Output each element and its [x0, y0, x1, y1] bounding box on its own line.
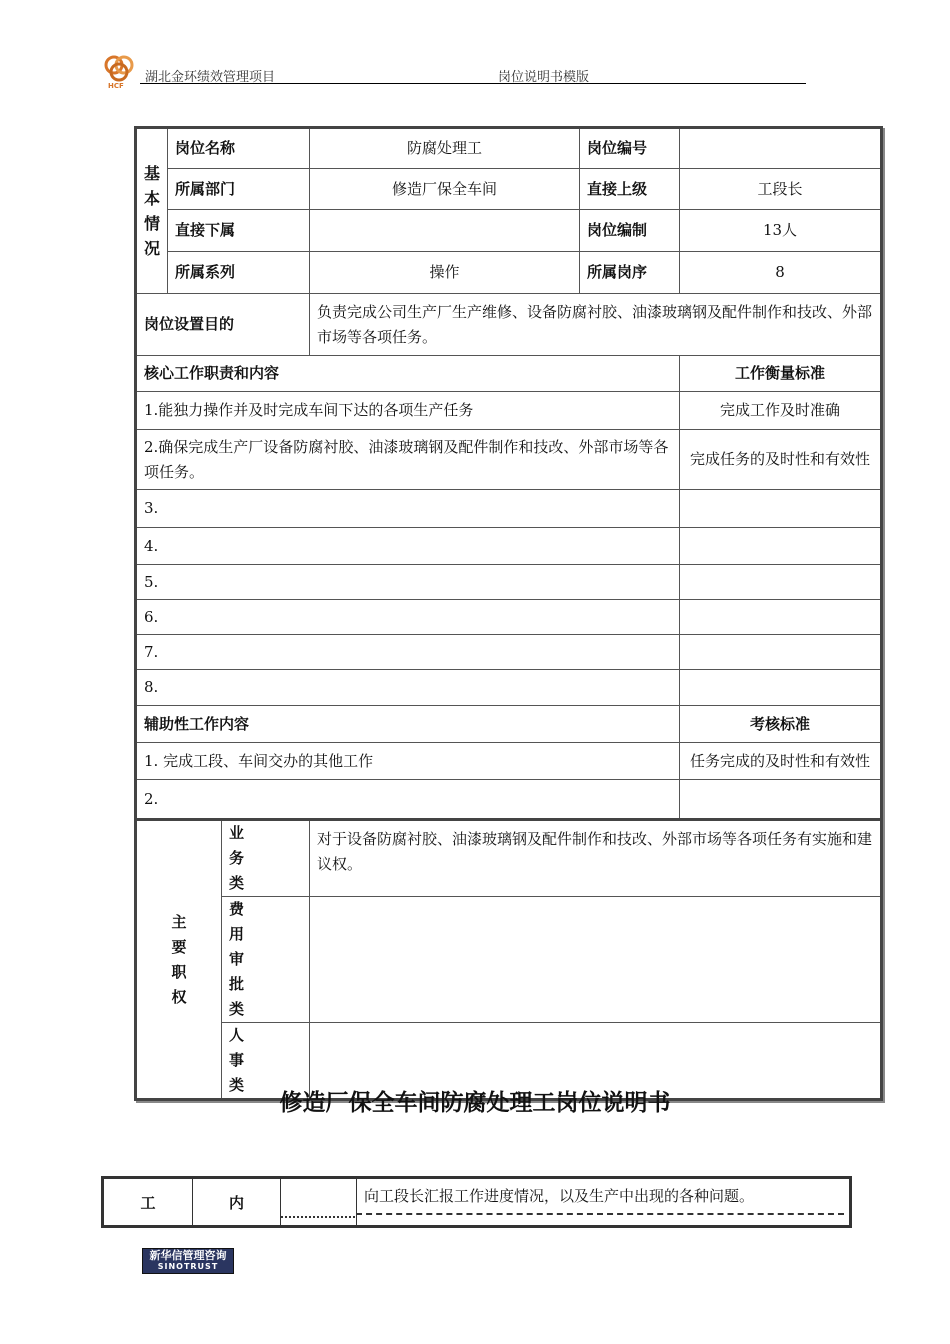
value-series: 操作 [310, 252, 580, 294]
second-table-cell-1: 工 [103, 1178, 193, 1227]
second-table-cell-4: 向工段长汇报工作进度情况，以及生产中出现的各种问题。 [357, 1178, 851, 1227]
authority-text-business: 对于设备防腐衬胶、油漆玻璃钢及配件制作和技改、外部市场等各项任务有实施和建议权。 [310, 820, 882, 897]
label-series: 所属系列 [168, 252, 310, 294]
dotted-divider [281, 1216, 355, 1218]
aux-standard-1: 任务完成的及时性和有效性 [680, 743, 882, 780]
footer-logo [142, 1248, 234, 1274]
value-position-code [680, 128, 882, 169]
aux-duty-2: 2. [136, 780, 680, 820]
label-position-name: 岗位名称 [168, 128, 310, 169]
authority-type-personnel: 人事类 [222, 1023, 310, 1100]
value-direct-superior: 工段长 [680, 169, 882, 210]
value-rank: 8 [680, 252, 882, 294]
authority-type-business: 业务类 [222, 820, 310, 897]
authority-text-expense [310, 897, 882, 1023]
core-duty-5: 5. [136, 565, 680, 600]
core-standard-1: 完成工作及时准确 [680, 392, 882, 430]
label-purpose: 岗位设置目的 [136, 294, 310, 356]
core-standard-4 [680, 528, 882, 565]
second-table [101, 1176, 852, 1228]
core-duty-8: 8. [136, 670, 680, 706]
document-title: 修造厂保全车间防腐处理工岗位说明书 [279, 1090, 671, 1116]
core-duty-6: 6. [136, 600, 680, 635]
core-duty-4: 4. [136, 528, 680, 565]
value-headcount: 13人 [680, 210, 882, 252]
header-doc-type: 岗位说明书模版 [498, 70, 590, 85]
value-purpose: 负责完成公司生产厂生产维修、设备防腐衬胶、油漆玻璃钢及配件制作和技改、外部市场等各项任务。 [310, 294, 882, 356]
authority-type-expense: 费用审批类 [222, 897, 310, 1023]
aux-standard-2 [680, 780, 882, 820]
label-subordinates: 直接下属 [168, 210, 310, 252]
header-project: 湖北金环绩效管理项目 [145, 70, 276, 85]
aux-header-left: 辅助性工作内容 [136, 706, 680, 743]
job-description-table [134, 126, 883, 1101]
core-standard-5 [680, 565, 882, 600]
footer-logo-cn: 新华信管理咨询 [149, 1249, 227, 1262]
label-position-code: 岗位编号 [580, 128, 680, 169]
core-header-right: 工作衡量标准 [680, 356, 882, 392]
header-rule [140, 83, 806, 84]
core-duty-2: 2.确保完成生产厂设备防腐衬胶、油漆玻璃钢及配件制作和技改、外部市场等各项任务。 [136, 430, 680, 490]
aux-duty-1: 1. 完成工段、车间交办的其他工作 [136, 743, 680, 780]
dashed-divider [356, 1213, 844, 1215]
second-table-cell-3 [281, 1178, 357, 1227]
core-standard-6 [680, 600, 882, 635]
value-position-name: 防腐处理工 [310, 128, 580, 169]
core-duty-7: 7. [136, 635, 680, 670]
label-headcount: 岗位编制 [580, 210, 680, 252]
label-department: 所属部门 [168, 169, 310, 210]
value-department: 修造厂保全车间 [310, 169, 580, 210]
core-standard-8 [680, 670, 882, 706]
aux-header-right: 考核标准 [680, 706, 882, 743]
core-standard-3 [680, 490, 882, 528]
second-table-cell-2: 内 [193, 1178, 281, 1227]
core-duty-1: 1.能独力操作并及时完成车间下达的各项生产任务 [136, 392, 680, 430]
value-subordinates [310, 210, 580, 252]
label-direct-superior: 直接上级 [580, 169, 680, 210]
authority-section-label: 主要职权 [136, 820, 222, 1100]
core-standard-7 [680, 635, 882, 670]
logo-text: HCF [108, 82, 124, 90]
footer-logo-en: SINOTRUST [157, 1262, 219, 1271]
label-rank: 所属岗序 [580, 252, 680, 294]
core-header-left: 核心工作职责和内容 [136, 356, 680, 392]
core-standard-2: 完成任务的及时性和有效性 [680, 430, 882, 490]
core-duty-3: 3. [136, 490, 680, 528]
basic-section-label: 基本情况 [136, 128, 168, 294]
